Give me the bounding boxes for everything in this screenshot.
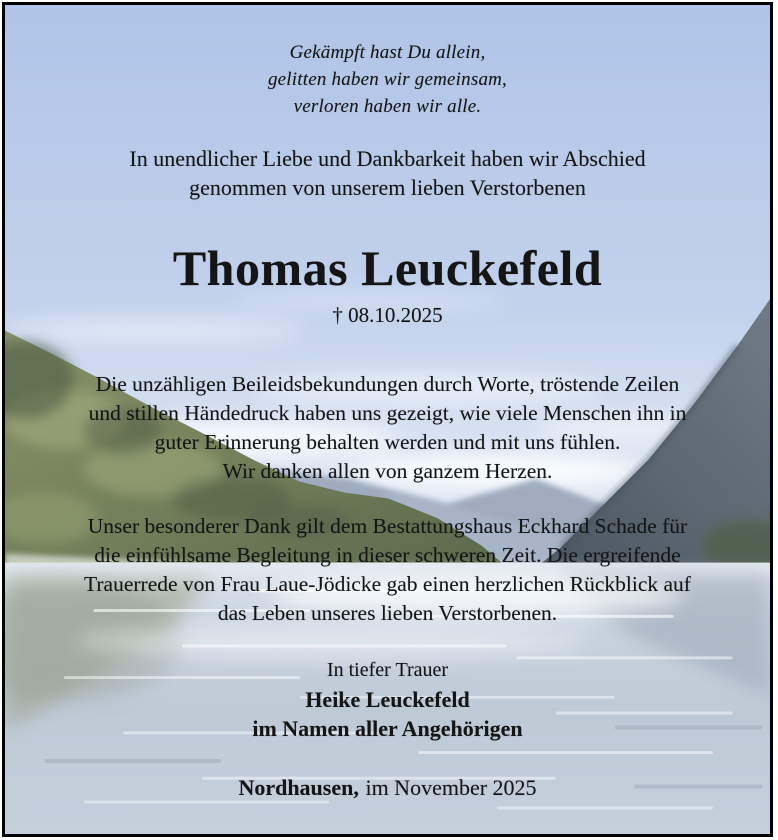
thanks-line: und stillen Händedruck haben uns gezeigt, wie viele Menschen ihn in [88, 401, 687, 425]
mourner-name: Heike Leuckefeld [305, 687, 470, 712]
special-thanks-line: Unser besonderer Dank gilt dem Bestattungshaus Eckhard Schade für [87, 514, 688, 538]
special-thanks-line: das Leben unseres lieben Verstorbenen. [217, 601, 558, 625]
place-date-line [5, 774, 770, 802]
memorial-poem [5, 39, 770, 120]
photo-frame [2, 2, 773, 837]
thanks-paragraph [5, 370, 770, 486]
deceased-name: Thomas Leuckefeld [172, 240, 603, 296]
farewell-intro [5, 144, 770, 202]
special-thanks-paragraph [5, 512, 770, 628]
notice-date: im November 2025 [365, 775, 537, 800]
poem-line: verloren haben wir alle. [293, 96, 482, 117]
special-thanks-line: die einfühlsame Begleitung in dieser schweren Zeit. Die ergreifende [94, 543, 681, 567]
place-name: Nordhausen, [238, 775, 359, 800]
thanks-line: Die unzähligen Beileidsbekundungen durch Worte, tröstende Zeilen [95, 372, 680, 396]
closing-phrase: In tiefer Trauer [326, 659, 449, 681]
intro-line: In unendlicher Liebe und Dankbarkeit haben wir Abschied [129, 146, 646, 171]
thanks-line: Wir danken allen von ganzem Herzen. [222, 459, 553, 483]
special-thanks-line: Trauerrede von Frau Laue-Jödicke gab einen herzlichen Rückblick auf [84, 572, 691, 596]
mourner-scope: im Namen aller Angehörigen [252, 716, 523, 741]
death-date: † 08.10.2025 [332, 303, 443, 327]
poem-line: gelitten haben wir gemeinsam, [267, 69, 508, 90]
mourning-signature [5, 656, 770, 743]
thanks-line: guter Erinnerung behalten werden und mit uns fühlen. [154, 430, 621, 454]
intro-line: genommen von unserem lieben Verstorbenen [189, 175, 586, 200]
poem-line: Gekämpft hast Du allein, [289, 42, 486, 63]
